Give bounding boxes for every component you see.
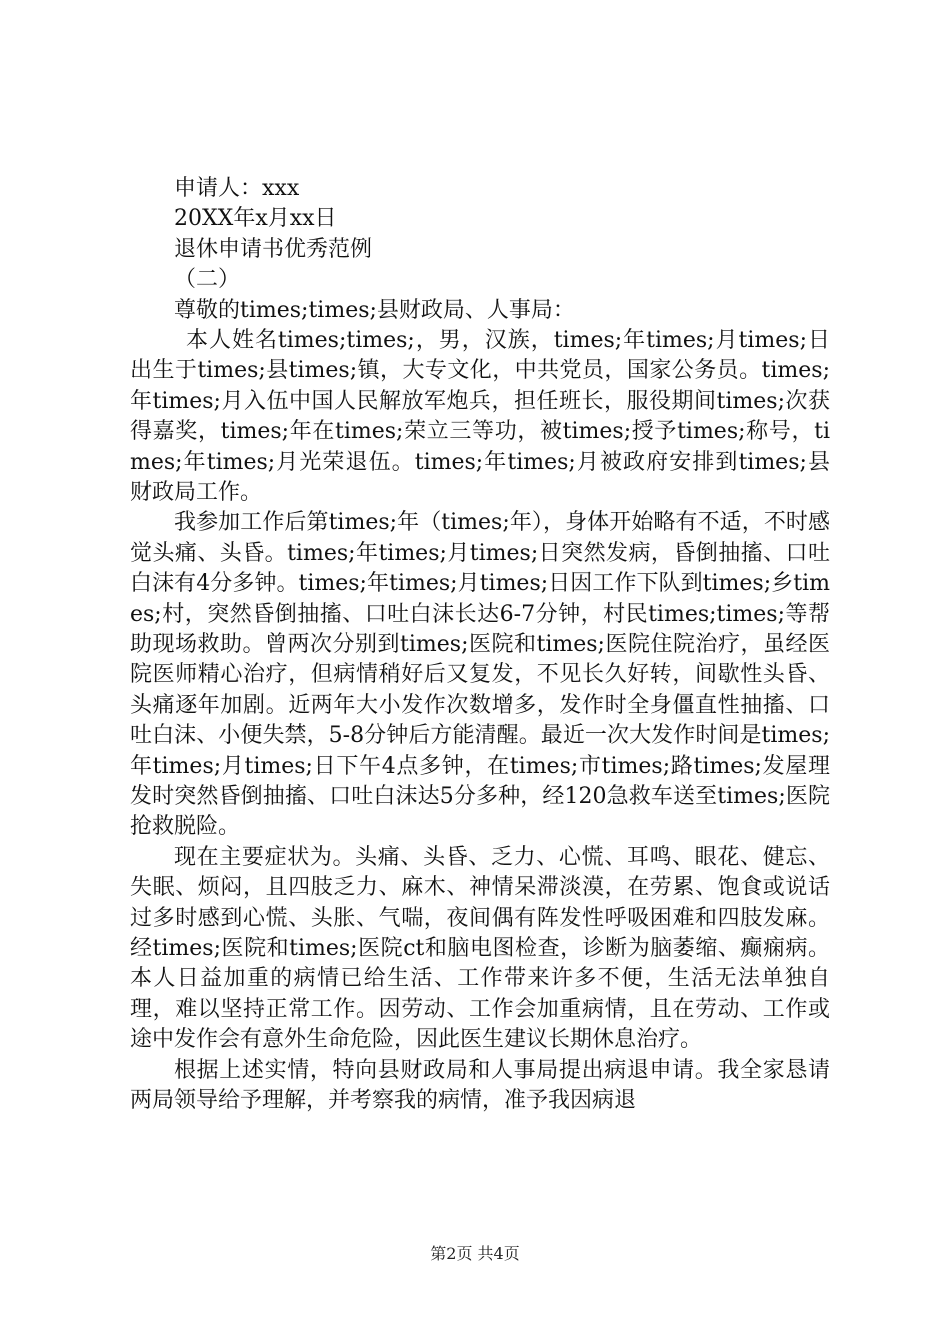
paragraph-request: 根据上述实情，特向县财政局和人事局提出病退申请。我全家恳请两局领导给予理解，并考察我的病情，准予我因病退 — [130, 1057, 830, 1114]
page-indicator: 第2页 共4页 — [430, 1244, 520, 1263]
paragraph-illness-history: 我参加工作后第times;年（times;年），身体开始略有不适，不时感觉头痛、头昏。times;年times;月times;日突然发病，昏倒抽搐、口吐白沫有4分多钟。times;年times;月times;日因工作下队到times;乡times;村，突然昏倒抽搐、口吐白沫长达6-7分钟，村民times;times;等帮助现场救助。曾两次分别到times;医院和times;医院住院治疗，虽经医院医师精心治疗，但病情稍好后又复发，不见长久好转，间歇性头昏、头痛逐年加剧。近两年大小发作次数增多，发作时全身僵直性抽搐、口吐白沫、小便失禁，5-8分钟后方能清醒。最近一次大发作时间是times;年times;月times;日下午4点多钟，在times;市times;路times;发屋理发时突然昏倒抽搐、口吐白沫达5分多种，经120急救车送至times;医院抢救脱险。 — [130, 510, 830, 840]
paragraph-personal-info: 本人姓名times;times;，男，汉族，times;年times;月times;日出生于times;县times;镇，大专文化，中共党员，国家公务员。times;年times;月入伍中国人民解放军炮兵，担任班长，服役期间times;次获得嘉奖，times;年在times;荣立三等功，被times;授予times;称号，times;年times;月光荣退伍。times;年times;月被政府安排到times;县财政局工作。 — [130, 327, 830, 505]
date-line: 20XX年x月xx日 — [174, 206, 337, 232]
applicant-line: 申请人：xxx — [174, 176, 300, 201]
page-footer — [0, 1244, 950, 1264]
document-body — [130, 174, 830, 1117]
paragraph-current-symptoms: 现在主要症状为。头痛、头昏、乏力、心慌、耳鸣、眼花、健忘、失眠、烦闷，且四肢乏力、麻木、神情呆滞淡漠，在劳累、饱食或说话过多时感到心慌、头胀、气喘，夜间偶有阵发性呼吸困难和四肢发麻。经times;医院和times;医院ct和脑电图检查，诊断为脑萎缩、癫痫病。本人日益加重的病情已给生活、工作带来许多不便，生活无法单独自理，难以坚持正常工作。因劳动、工作会加重病情，且在劳动、工作或途中发作会有意外生命危险，因此医生建议长期休息治疗。 — [130, 844, 830, 1053]
document-title: 退休申请书优秀范例 — [174, 236, 373, 262]
section-number: （二） — [174, 267, 241, 293]
salutation: 尊敬的times;times;县财政局、人事局： — [174, 297, 575, 323]
